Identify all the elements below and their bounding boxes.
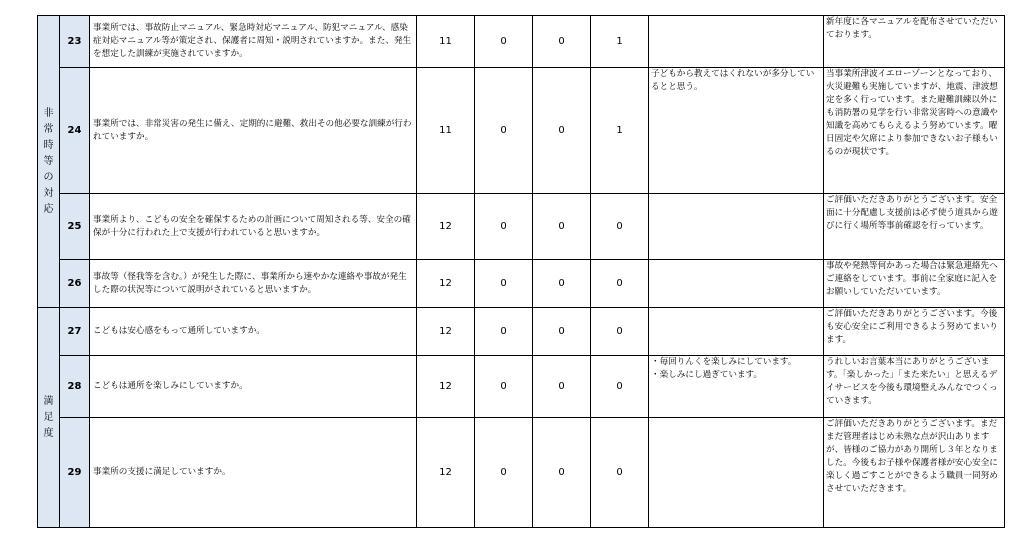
parent-comment-cell xyxy=(649,308,824,356)
answer-unknown-count: 1 xyxy=(591,16,649,68)
row-number: 25 xyxy=(60,194,90,260)
question-cell: 事業所より、こどもの安全を確保するための計画について周知される等、安全の確保が十分に行われた上で支援が行われていると思いますか。 xyxy=(90,194,417,260)
answer-unknown-count: 0 xyxy=(591,356,649,418)
parent-comment-cell xyxy=(649,16,824,68)
office-reply-cell: うれしいお言葉本当にありがとうございます。「楽しかった」「また来たい」と思えるデイサービスを今後も環境整えみんなでつくっていきます。 xyxy=(824,356,1005,418)
table-row xyxy=(38,356,1005,418)
answer-no-count: 0 xyxy=(533,260,591,308)
answer-neutral-count: 0 xyxy=(475,356,533,418)
answer-no-count: 0 xyxy=(533,308,591,356)
answer-unknown-count: 0 xyxy=(591,308,649,356)
question-cell: 事業所では、事故防止マニュアル、緊急時対応マニュアル、防犯マニュアル、感染症対応マニュアル等が策定され、保護者に周知・説明されていますか。また、発生を想定した訓練が実施されていますか。 xyxy=(90,16,417,68)
row-number: 27 xyxy=(60,308,90,356)
question-cell: こどもは安心感をもって通所していますか。 xyxy=(90,308,417,356)
office-reply-cell: 当事業所津波イエローゾーンとなっており、火災避難も実施していますが、地震、津波想定を多く行っています。また避難訓練以外にも消防署の見学を行い非常災害時への意識や知識を高めてもらえるよう努めています。曜日固定や欠席により参加できないお子様もいるのが現状です。 xyxy=(824,68,1005,194)
office-reply-cell: 新年度に各マニュアルを配布させていただいております。 xyxy=(824,16,1005,68)
category-label: 満足度 xyxy=(43,395,54,439)
office-reply-cell: ご評価いただきありがとうございます。今後も安心安全にご利用できるよう努めてまいります。 xyxy=(824,308,1005,356)
answer-unknown-count: 1 xyxy=(591,68,649,194)
parent-comment-cell xyxy=(649,418,824,528)
category-cell xyxy=(38,308,60,528)
office-reply-cell: 事故や発熱等何かあった場合は緊急連絡先へご連絡をしています。事前に全家庭に記入をお願いしていただいています。 xyxy=(824,260,1005,308)
answer-unknown-count: 0 xyxy=(591,194,649,260)
answer-yes-count: 12 xyxy=(417,308,475,356)
answer-yes-count: 12 xyxy=(417,260,475,308)
answer-yes-count: 12 xyxy=(417,194,475,260)
answer-yes-count: 12 xyxy=(417,356,475,418)
answer-yes-count: 11 xyxy=(417,16,475,68)
answer-no-count: 0 xyxy=(533,418,591,528)
office-reply-cell: ご評価いただきありがとうございます。安全面に十分配慮し支援前は必ず使う道具から遊びに行く場所等事前確認を行っています。 xyxy=(824,194,1005,260)
question-cell: こどもは通所を楽しみにしていますか。 xyxy=(90,356,417,418)
row-number: 29 xyxy=(60,418,90,528)
answer-no-count: 0 xyxy=(533,68,591,194)
parent-comment-cell xyxy=(649,260,824,308)
row-number: 26 xyxy=(60,260,90,308)
question-cell: 事業所では、非常災害の発生に備え、定期的に避難、救出その他必要な訓練が行われていますか。 xyxy=(90,68,417,194)
answer-unknown-count: 0 xyxy=(591,418,649,528)
answer-neutral-count: 0 xyxy=(475,16,533,68)
parent-comment-cell xyxy=(649,194,824,260)
question-cell: 事業所の支援に満足していますか。 xyxy=(90,418,417,528)
table-row xyxy=(38,16,1005,68)
answer-yes-count: 11 xyxy=(417,68,475,194)
answer-neutral-count: 0 xyxy=(475,194,533,260)
answer-neutral-count: 0 xyxy=(475,68,533,194)
table-row xyxy=(38,418,1005,528)
answer-yes-count: 12 xyxy=(417,418,475,528)
answer-neutral-count: 0 xyxy=(475,260,533,308)
office-reply-cell: ご評価いただきありがとうございます。まだまだ管理者はじめ未熟な点が沢山ありますが、皆様のご協力があり開所し３年となりました。今後もお子様や保護者様が安心安全に楽しく過ごすことができるよう職員一同努めさせていただきます。 xyxy=(824,418,1005,528)
category-cell xyxy=(38,16,60,308)
answer-no-count: 0 xyxy=(533,194,591,260)
evaluation-table xyxy=(37,15,1005,528)
parent-comment-cell: 子どもから教えてはくれないが多分しているとと思う。 xyxy=(649,68,824,194)
evaluation-table-container xyxy=(37,15,1005,528)
row-number: 24 xyxy=(60,68,90,194)
row-number: 23 xyxy=(60,16,90,68)
answer-neutral-count: 0 xyxy=(475,418,533,528)
answer-no-count: 0 xyxy=(533,16,591,68)
category-label: 非常時等の対応 xyxy=(43,107,54,215)
question-cell: 事故等（怪我等を含む。）が発生した際に、事業所から速やかな連絡や事故が発生した際の状況等について説明がされていると思いますか。 xyxy=(90,260,417,308)
answer-neutral-count: 0 xyxy=(475,308,533,356)
table-row xyxy=(38,68,1005,194)
table-row xyxy=(38,260,1005,308)
table-row xyxy=(38,308,1005,356)
table-row xyxy=(38,194,1005,260)
parent-comment-cell: ・毎回りんくを楽しみにしています。 ・楽しみにし過ぎています。 xyxy=(649,356,824,418)
answer-no-count: 0 xyxy=(533,356,591,418)
answer-unknown-count: 0 xyxy=(591,260,649,308)
row-number: 28 xyxy=(60,356,90,418)
